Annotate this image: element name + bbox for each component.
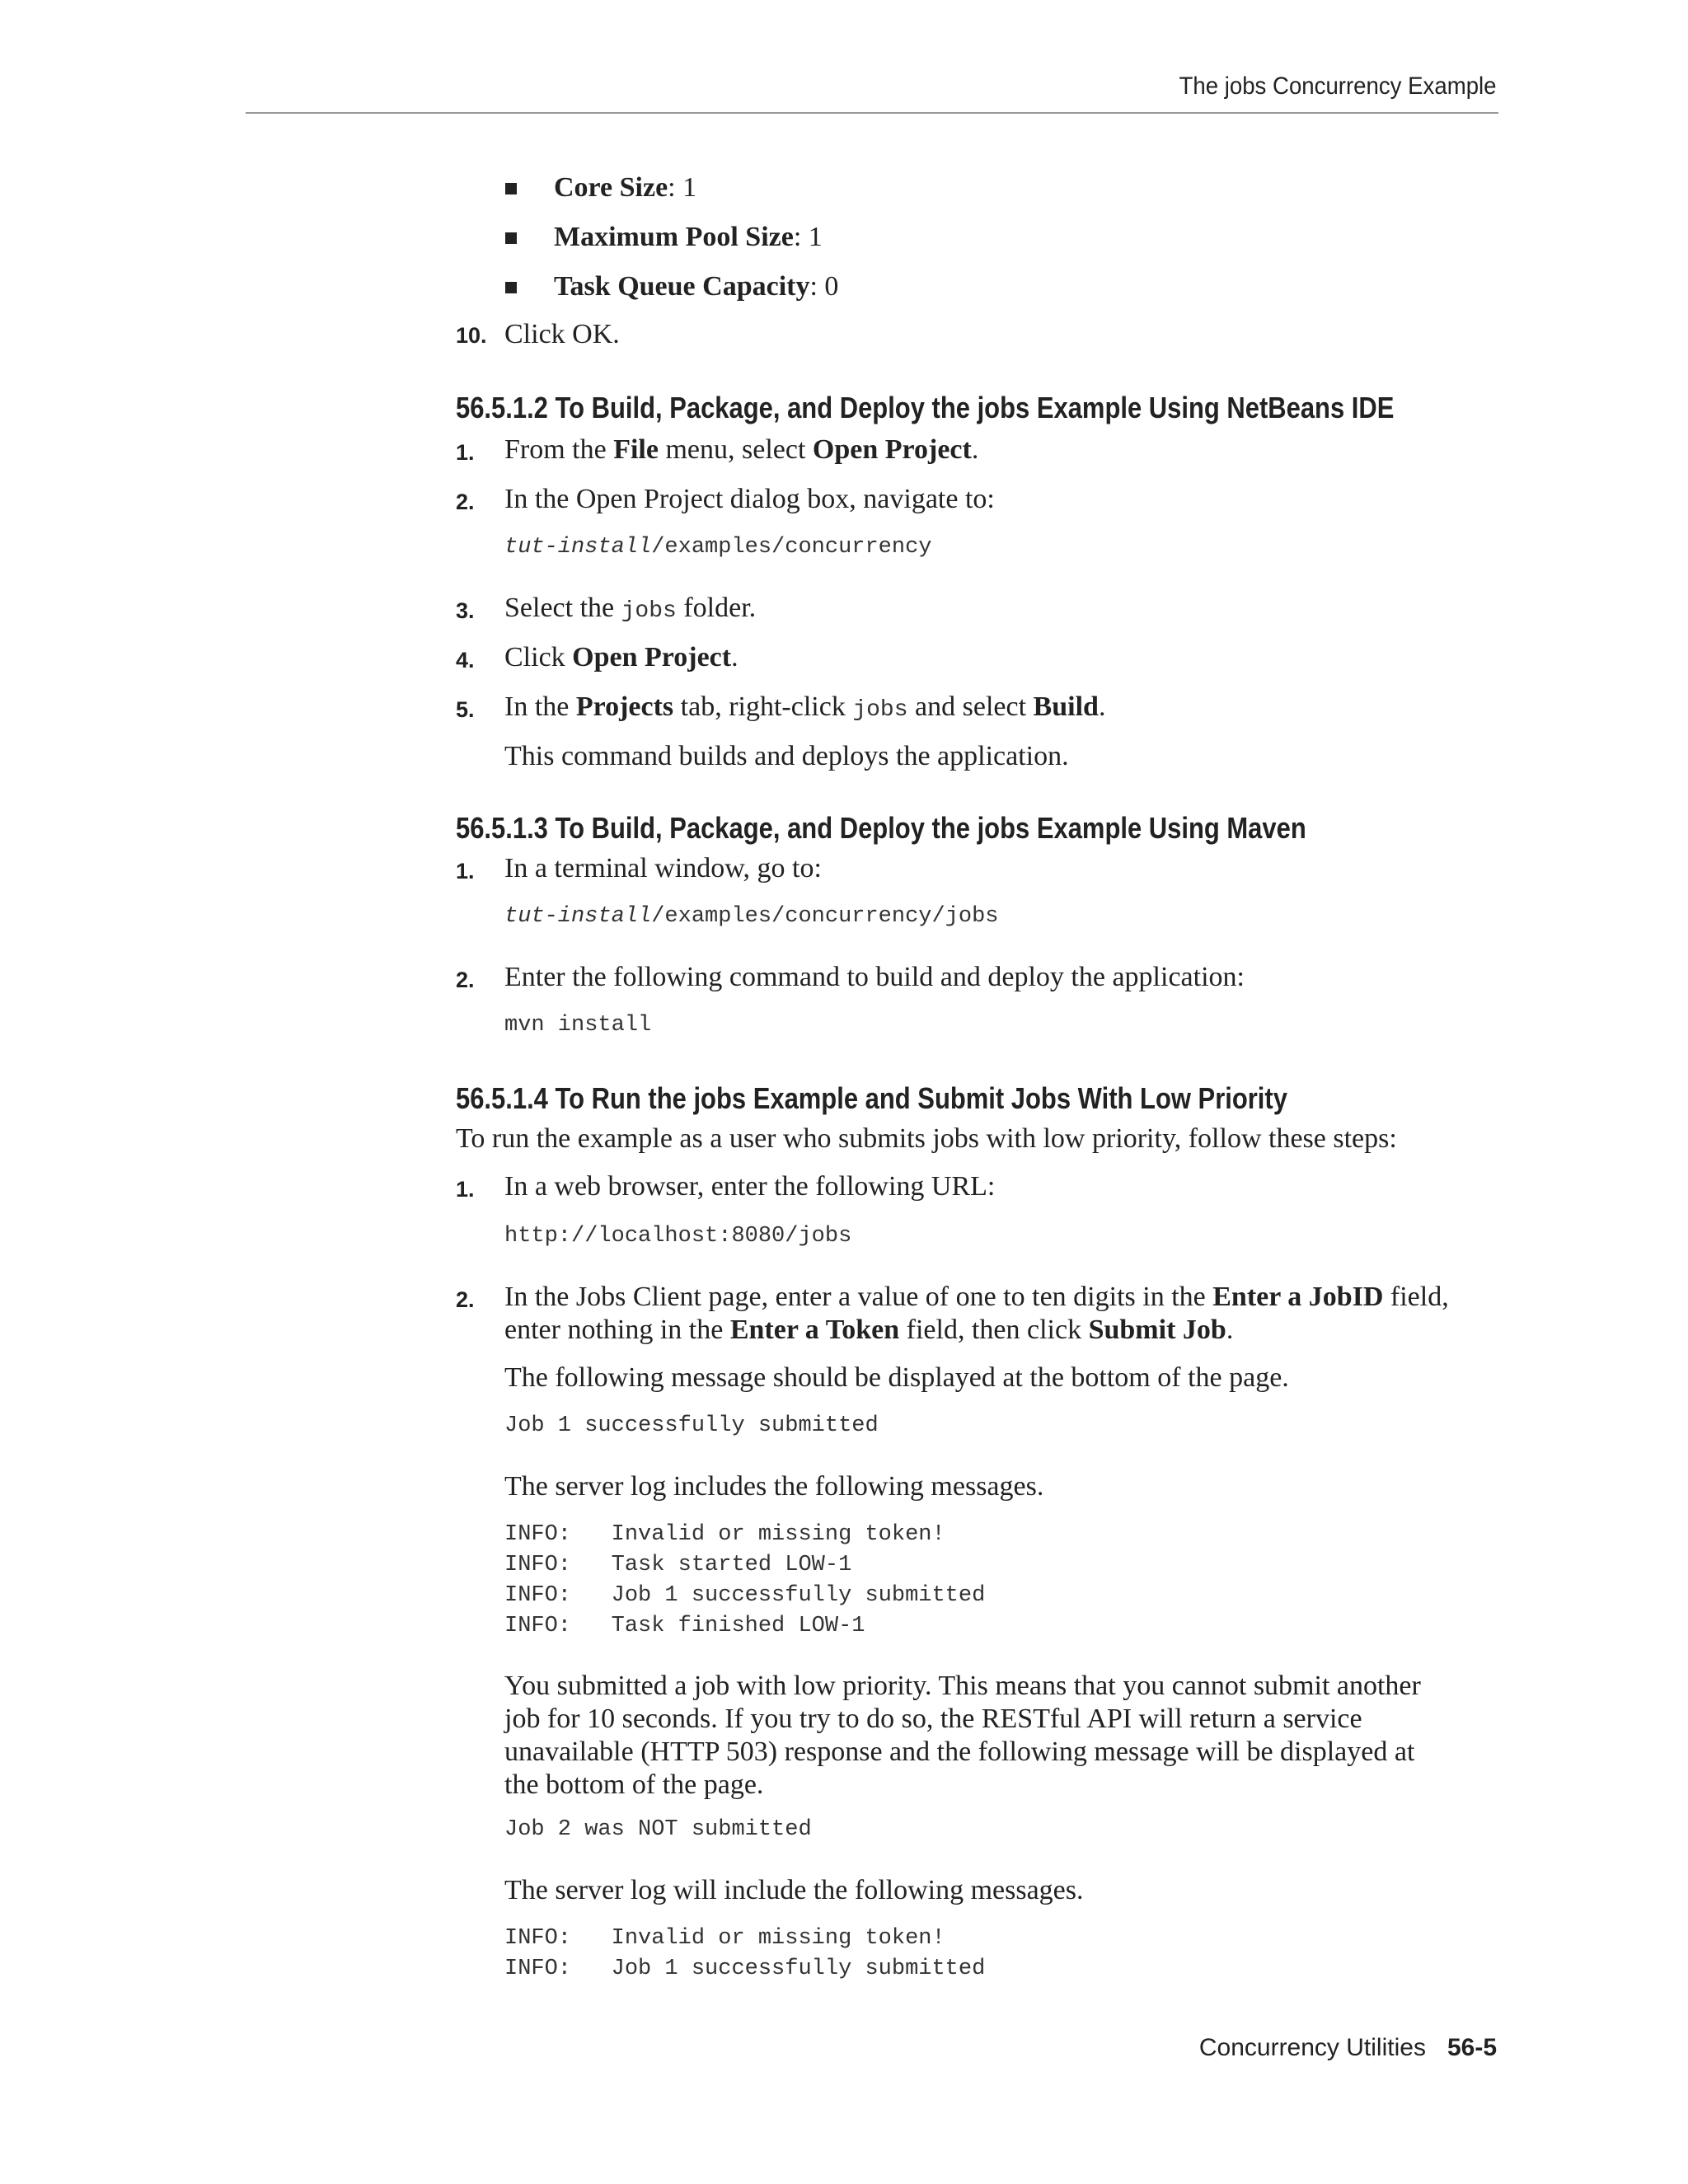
bullet-value: : 1 bbox=[668, 172, 697, 203]
step-text-continued: enter nothing in the Enter a Token field, then click Submit Job. bbox=[504, 1315, 1234, 1345]
server-log bbox=[504, 1924, 985, 1985]
section-heading: 56.5.1.3 To Build, Package, and Deploy the jobs Example Using Maven bbox=[456, 811, 1306, 845]
step-note: The server log includes the following messages. bbox=[504, 1471, 1044, 1502]
bullet-label: Maximum Pool Size bbox=[554, 222, 794, 252]
inline-code: jobs bbox=[621, 598, 677, 624]
running-header: The jobs Concurrency Example bbox=[1179, 73, 1497, 100]
step-text: Click OK. bbox=[504, 319, 620, 349]
step-note: This command builds and deploys the application. bbox=[504, 741, 1069, 771]
bullet-item bbox=[554, 270, 838, 303]
step-number: 4. bbox=[456, 648, 475, 673]
step-note: The following message should be displayed at the bottom of the page. bbox=[504, 1362, 1289, 1393]
code-command: mvn install bbox=[504, 1013, 652, 1038]
bullet-marker bbox=[505, 282, 517, 293]
log-line: INFO: Job 1 successfully submitted bbox=[504, 1957, 986, 1981]
bullet-label: Core Size bbox=[554, 172, 668, 203]
log-line: INFO: Job 1 successfully submitted bbox=[504, 1583, 986, 1608]
code-message: Job 1 successfully submitted bbox=[504, 1413, 879, 1438]
step-text: Click Open Project. bbox=[504, 642, 738, 673]
header-rule bbox=[246, 112, 1498, 114]
bullet-value: : 0 bbox=[809, 271, 839, 302]
log-line: INFO: Invalid or missing token! bbox=[504, 1522, 945, 1547]
step-text: Enter the following command to build and deploy the application: bbox=[504, 962, 1245, 992]
section-heading: 56.5.1.4 To Run the jobs Example and Submit Jobs With Low Priority bbox=[456, 1081, 1287, 1115]
log-line: INFO: Task finished LOW-1 bbox=[504, 1614, 865, 1638]
log-line: INFO: Invalid or missing token! bbox=[504, 1926, 945, 1951]
section-intro: To run the example as a user who submits jobs with low priority, follow these steps: bbox=[456, 1123, 1397, 1154]
step-number: 2. bbox=[456, 968, 475, 992]
bullet-value: : 1 bbox=[793, 222, 823, 252]
step-number: 1. bbox=[456, 440, 475, 465]
footer-title: Concurrency Utilities bbox=[1198, 2034, 1426, 2061]
step-note: The server log will include the following messages. bbox=[504, 1875, 1084, 1905]
step-number: 2. bbox=[456, 1287, 475, 1312]
step-number: 5. bbox=[456, 697, 475, 722]
step-number: 10. bbox=[456, 323, 487, 348]
step-text: In the Open Project dialog box, navigate to: bbox=[504, 484, 995, 514]
bullet-marker bbox=[505, 183, 517, 194]
step-text: In the Jobs Client page, enter a value of one to ten digits in the Enter a JobID field, bbox=[504, 1282, 1449, 1312]
code-url: http://localhost:8080/jobs bbox=[504, 1224, 852, 1249]
section-heading: 56.5.1.2 To Build, Package, and Deploy the jobs Example Using NetBeans IDE bbox=[456, 391, 1395, 424]
step-text: Select the jobs folder. bbox=[504, 593, 757, 624]
page-number: 56-5 bbox=[1447, 2034, 1497, 2061]
explanation-paragraph: You submitted a job with low priority. This means that you cannot submit another job for 10 seconds. If you try to do so, the RESTful API will return a service unavailable (HTTP 503) response and the following message will be displayed at the bottom of the page. bbox=[504, 1671, 1421, 1800]
step-text: In a web browser, enter the following URL: bbox=[504, 1171, 996, 1202]
step-number: 2. bbox=[456, 490, 475, 514]
inline-code: jobs bbox=[852, 697, 908, 723]
page-footer bbox=[1199, 2034, 1497, 2062]
bullet-item bbox=[554, 221, 823, 254]
bullet-item bbox=[554, 171, 696, 204]
step-number: 1. bbox=[456, 1177, 475, 1202]
step-text: From the File menu, select Open Project. bbox=[504, 434, 979, 465]
step-text: In the Projects tab, right-click jobs and select Build. bbox=[504, 691, 1106, 723]
server-log bbox=[504, 1520, 985, 1642]
code-path: tut-install/examples/concurrency bbox=[504, 535, 932, 560]
step-number: 3. bbox=[456, 598, 475, 623]
bullet-label: Task Queue Capacity bbox=[554, 271, 810, 302]
code-path: tut-install/examples/concurrency/jobs bbox=[504, 904, 999, 929]
step-text: In a terminal window, go to: bbox=[504, 853, 822, 883]
code-message: Job 2 was NOT submitted bbox=[504, 1817, 812, 1842]
step-number: 1. bbox=[456, 859, 475, 883]
log-line: INFO: Task started LOW-1 bbox=[504, 1553, 852, 1577]
bullet-marker bbox=[505, 232, 517, 244]
